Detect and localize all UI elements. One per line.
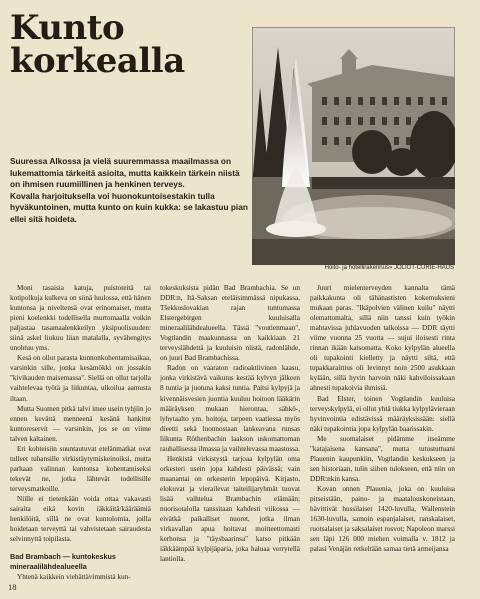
section-subheading: Bad Brambach — kuntokeskus mineraalilähdealueella xyxy=(10,552,116,571)
fountain-photo xyxy=(252,27,455,265)
body-column-2 xyxy=(160,283,300,583)
body-paragraph: Juuri mielenterveyden kannalta tämä paikkakunta oli tähänastisten kokemuksieni mukaan paras. "Ikäpolvien välinen kuilu" näytti olemattomalta, sillä niin tanssi kuin työkin mahtavissa juhlavuoden talkoissa — DDR täytti viime vuonna 25 vuotta — sujui iloisesti rinta rinnan ikään katsomatta. Koko kylpylän alueella oli tupakointi kielletty ja näytti siltä, että tupakkaraittius oli levinnyt noin 2500 asukkaan kylään, sillä hyvin harvoin näki kahviloissakaan ahnesti tupakoivia ihmisiä. xyxy=(310,284,455,393)
body-paragraph: Bad Elster, toinen Vogtlandin kuuluisa terveyskylpylä, ei ollut yhtä tiukka kylpylävieraan hyvinvointia edistävissä määräyksissään: siellä näki tupakointia jopa kylpylän baarissakin. xyxy=(310,394,455,433)
page-number: 18 xyxy=(8,582,17,592)
body-paragraph: Kovan onnen Plauenia, joka on kuuluisa pitseistään, paino- ja maatalouskoneistaan, hävittivät hussilaiset 1420-luvulla, Wallenstein 1630-luvulla, samoin espanjalaiset, ranskalaiset, ruotsalaiset ja saksalaiset rosvot; Napoleon marssi sen läpi 126 000 miehen voimalla v. 1812 ja palasi Venäjän retkeltään samaa tietä armeijansa xyxy=(310,484,455,554)
title-line-2: korkealla xyxy=(10,41,185,81)
body-paragraph: Radon on vaaraton radioaktiivinen kaasu, jonka virkistävä vaikutus kestää kylvyn jälkeen 8 tuntia ja juotuna kaksi tuntia. Paitsi kylpyjä ja kivennäisvesien juontia kuuluu hoitoon lääkärin määräyksen mukaan hierontaa, sähkö-, lyhytaalto ym. hoitoja, tarpeen vaatiessa myös dieetti sekä luonnostaan lankeavana runsas liikunta Röthenbachin laakson uskomattoman rauhallisessa ilmassa ja vaihtelevassa maastossa. xyxy=(160,364,300,453)
lede-paragraph-1: Suuressa Alkossa ja vielä suuremmassa maailmassa on lukemattomia tärkeitä asioita, mutta kaikkein tärkein niistä on ihmisen ruumiillinen ja henkinen terveys. xyxy=(10,156,240,189)
body-paragraph: Me suomalaiset pidämme itseämme "katajaisena kansana", mutta tutustuttuani Plauenin kaupunkiin, Vogtlandin keskukseen ja sen historiaan, tulin siihen tulokseen, että niin on DDR:nkin kansa. xyxy=(310,434,455,483)
body-paragraph: Niille ei tietenkään voida ottaa vakavasti sairaita eikä kovin iäkkäitä/kääräämiä henkilöitä, sillä ne ovat kuntolomia, joilla hoidetaan terveyttä tai vahvistetaan sairaudesta selvinnyttä toipilasta. xyxy=(10,494,151,544)
body-paragraph: Moni tasaisia katuja, puistoteitä tai kotipolkuja kulkeva on siinä luulossa, että hänen kuntonsa ja niveltensä ovat erinomaiset, mutta pieni koelenkki todellisella murtomaalla voikin paljastaa tasamaalenkkeilyn yksipuolisuuden: siinä askel liukuu liian matalalla, syvähengitys unohtuu yms. xyxy=(10,284,151,353)
article-body xyxy=(0,283,480,583)
lede-paragraph-2: Kovalla harjoituksella voi huonokuntoisestakin tulla hyväkuntoinen, mutta kunto on kuin kukka: se lakastuu pian ellei sitä hoideta. xyxy=(10,190,248,224)
body-paragraph: Henkistä virkistystä tarjoaa kylpylän oma orkesteri usein jopa kahdesti päivässä; vain maanantai on orkesterin lepopäivä. Kirjasto, elokuvat ja vierailevat taiteilijaryhmät tuovat lisää vaihtelua Brambachin elämään; nuorisotalolla tanssitaan kahdesti viikossa — eivätkä paikalliset nuoret, jotka ilman virkavallan apua hoitavat moitteettomasti kerhonsa ja "täysbaarinsa" katso pitkään iäkkäämpää kylpijäparia, joka haluaa verrytellä lantiolla. xyxy=(160,454,300,564)
title-line-1: Kunto xyxy=(10,8,125,48)
article-lede xyxy=(10,156,248,225)
photo-caption: Hoito- ja hotellirakennus» JOLIOT-CURIE-HAUS xyxy=(324,265,454,271)
body-paragraph: tokeskuksista pidän Bad Brambachia. Se on DDR:n, Itä-Saksan eteläisimmässä nipukassa, Tšekkoslovakian rajan tuntumassa Elstergebirgen kuuluisalla mineraalilähdealueella. Tässä "voutienmaan", Vogtlandin maakunnassa on kaikkiaan 21 terveyslähdettä ja kuuluisin niistä, radonlähde, on juuri Bad Brambachissa. xyxy=(160,284,300,363)
body-paragraph: Yhtenä kaikkein viehättävimmistä kun- xyxy=(17,573,131,582)
body-paragraph: Eri kohteisiin suuntautuvat etelänmatkat ovat tulleet tuhansille virkistäytymiskeinoiksi, mutta parhaan valinnan kuntonsa kohentamiseksi tekevät ne, jotka lähtevät todellisille terveysmatkoille. xyxy=(10,444,151,493)
body-paragraph: Mutta Suomen pitkä talvi imee usein tyhjiin jo ennen kevättä menneenä kesänä hankitut kuntoreservit — varsinkin, jos se on viime talven kaltainen. xyxy=(10,404,151,443)
body-paragraph: Kesä on ollut parasta kunnonkohentamisaikaa, varsinkin sille, jonka kesämökki on jossakin "kivikauden maisemassa". Siellä on ollut tarjolla vaihtelevaa työtä ja liikuntaa, ulkoilua aamusta iltaan. xyxy=(10,354,151,403)
article-title xyxy=(10,8,185,81)
body-column-1 xyxy=(10,283,151,583)
body-column-3 xyxy=(310,283,455,583)
